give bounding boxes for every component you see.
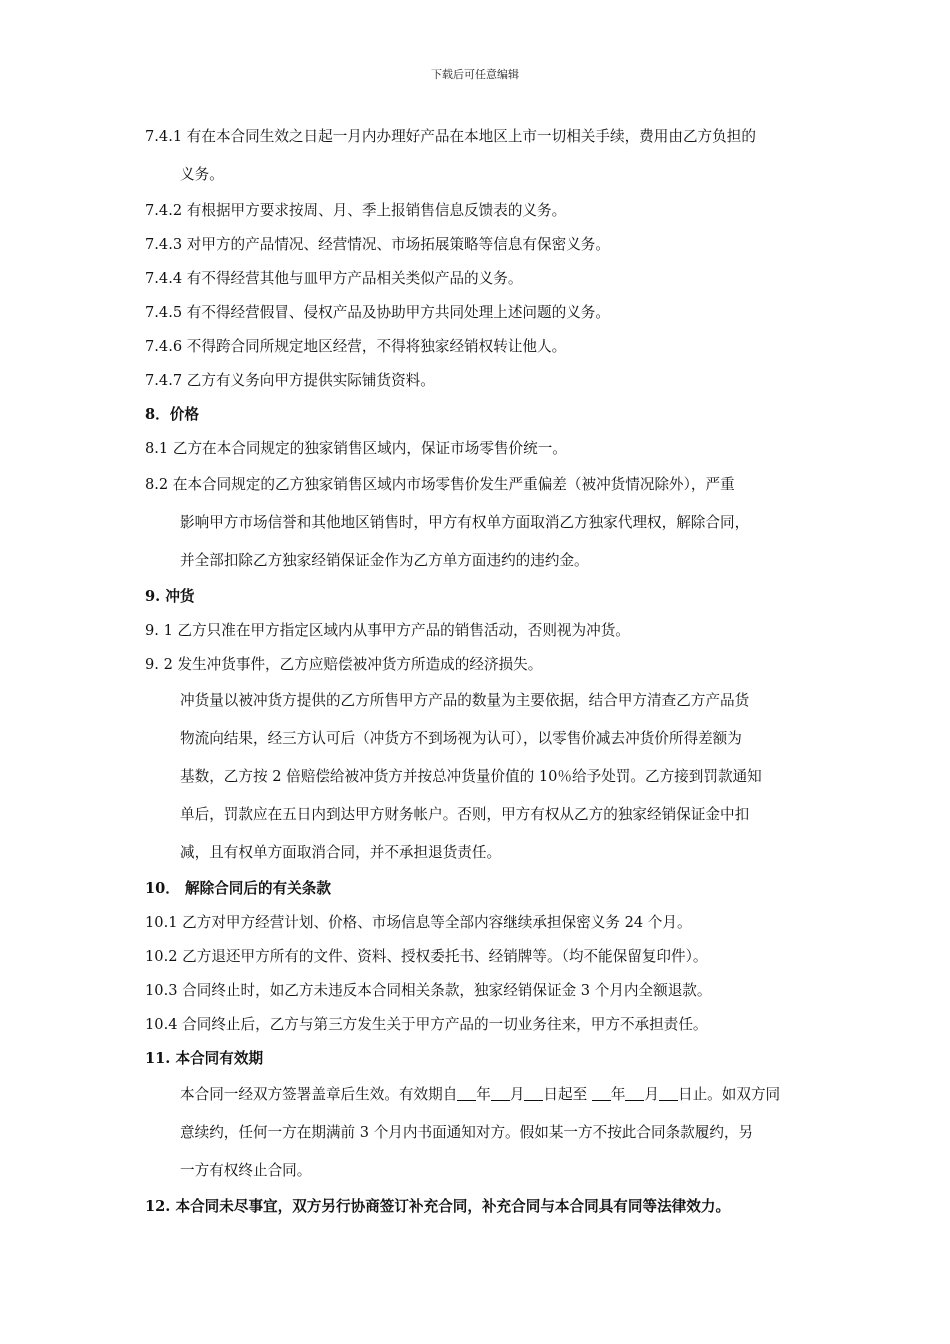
section-9-heading: 9. 冲货 [145, 588, 195, 605]
term-text-year: 年 [476, 1086, 491, 1103]
term-text-1: 本合同一经双方签署盖章后生效。有效期自 [180, 1086, 458, 1103]
blank-end-month [625, 1085, 644, 1101]
section-12-heading: 12. 本合同未尽事宜，双方另行协商签订补充合同，补充合同与本合同具有同等法律效力。 [145, 1198, 731, 1215]
clause-7-4-1: 7.4.1 有在本合同生效之日起一月内办理好产品在本地区上市一切相关手续，费用由乙方负担的 [145, 128, 756, 145]
term-text-end: 日止。如双方同 [677, 1086, 781, 1103]
blank-start-day [524, 1085, 543, 1101]
clause-8-2: 8.2 在本合同规定的乙方独家销售区域内市场零售价发生严重偏差（被冲货情况除外），严重 [145, 476, 735, 493]
clause-7-4-1-cont: 义务。 [180, 166, 224, 183]
document-body [145, 118, 807, 1224]
clause-9-para-3: 基数，乙方按 2 倍赔偿给被冲货方并按总冲货量价值的 10％给予处罚。乙方接到罚款通知 [180, 768, 762, 785]
term-text-year-2: 年 [610, 1086, 626, 1103]
clause-9-para-5: 减，且有权单方面取消合同，并不承担退货责任。 [180, 844, 502, 861]
clause-7-4-7: 7.4.7 乙方有义务向甲方提供实际铺货资料。 [145, 372, 435, 389]
clause-10-2: 10.2 乙方退还甲方所有的文件、资料、授权委托书、经销牌等。（均不能保留复印件）。 [145, 948, 708, 965]
clause-9-1: 9. 1 乙方只准在甲方指定区域内从事甲方产品的销售活动，否则视为冲货。 [145, 622, 630, 639]
blank-end-day [659, 1085, 678, 1101]
clause-9-2: 9. 2 发生冲货事件，乙方应赔偿被冲货方所造成的经济损失。 [145, 656, 543, 673]
term-text-to: 日起至 [543, 1086, 592, 1103]
clause-7-4-4: 7.4.4 有不得经营其他与皿甲方产品相关类似产品的义务。 [145, 270, 523, 287]
section-11-heading: 11. 本合同有效期 [145, 1050, 264, 1067]
section-8-heading: 8．价格 [145, 406, 199, 423]
clause-10-1: 10.1 乙方对甲方经营计划、价格、市场信息等全部内容继续承担保密义务 24 个月。 [145, 914, 692, 931]
clause-9-para-1: 冲货量以被冲货方提供的乙方所售甲方产品的数量为主要依据，结合甲方清查乙方产品货 [180, 692, 750, 709]
clause-11-para-1 [145, 1076, 807, 1114]
blank-end-year [592, 1085, 611, 1101]
clause-7-4-2: 7.4.2 有根据甲方要求按周、月、季上报销售信息反馈表的义务。 [145, 202, 567, 219]
clause-11-para-2: 意续约，任何一方在期满前 3 个月内书面通知对方。假如某一方不按此合同条款履约，另 [180, 1124, 754, 1141]
clause-7-4-5: 7.4.5 有不得经营假冒、侵权产品及协助甲方共同处理上述问题的义务。 [145, 304, 610, 321]
clause-8-1: 8.1 乙方在本合同规定的独家销售区域内，保证市场零售价统一。 [145, 440, 567, 457]
clause-10-3: 10.3 合同终止时，如乙方未违反本合同相关条款，独家经销保证金 3 个月内全额退款。 [145, 982, 712, 999]
clause-9-para-2: 物流向结果，经三方认可后（冲货方不到场视为认可），以零售价减去冲货价所得差额为 [180, 730, 742, 747]
page-header: 下载后可任意编辑 [431, 68, 519, 81]
section-10-heading: 10． 解除合同后的有关条款 [145, 880, 331, 897]
clause-10-4: 10.4 合同终止后，乙方与第三方发生关于甲方产品的一切业务往来，甲方不承担责任。 [145, 1016, 708, 1033]
clause-7-4-6: 7.4.6 不得跨合同所规定地区经营，不得将独家经销权转让他人。 [145, 338, 567, 355]
clause-8-2-cont-2: 并全部扣除乙方独家经销保证金作为乙方单方面违约的违约金。 [180, 552, 589, 569]
clause-11-para-3: 一方有权终止合同。 [180, 1162, 312, 1179]
term-text-month: 月 [509, 1086, 525, 1103]
clause-9-para-4: 单后，罚款应在五日内到达甲方财务帐户。否则，甲方有权从乙方的独家经销保证金中扣 [180, 806, 750, 823]
blank-start-year [457, 1085, 476, 1101]
term-text-month-2: 月 [644, 1086, 659, 1103]
blank-start-month [491, 1085, 510, 1101]
clause-7-4-3: 7.4.3 对甲方的产品情况、经营情况、市场拓展策略等信息有保密义务。 [145, 236, 610, 253]
clause-8-2-cont-1: 影响甲方市场信誉和其他地区销售时，甲方有权单方面取消乙方独家代理权，解除合同， [180, 514, 750, 531]
